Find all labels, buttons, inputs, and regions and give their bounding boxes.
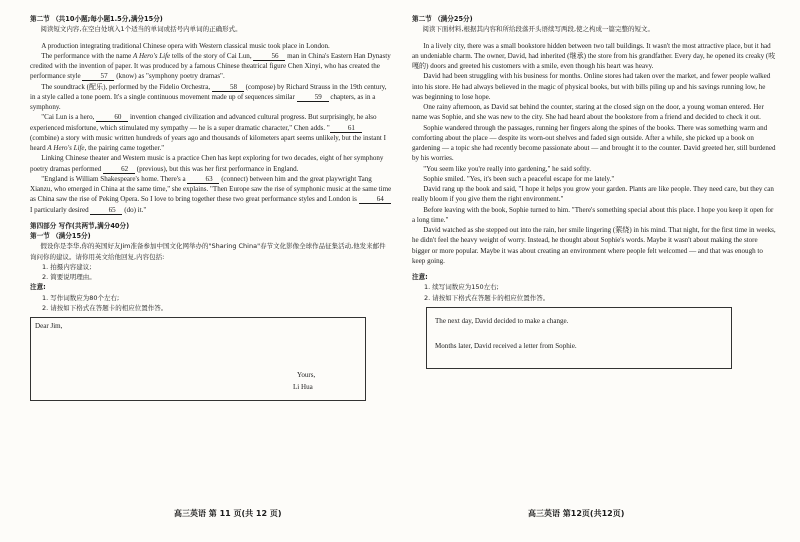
story-paragraph: Sophie smiled. "Yes, it's been such a peaceful escape for me lately."	[423, 174, 615, 183]
story-paragraph: David rang up the book and said, "I hope it helps you grow your garden. Plants are like people. They need care, but they can really bloom if you give them the right environment."	[412, 185, 774, 204]
continuation-opening-2: Months later, David received a letter from Sophie.	[435, 341, 577, 350]
passage-paragraph: Linking Chinese theater and Western music is a practice Chen has kept exploring for two decades, eight of her symphony poetry dramas performed 62 (previous), but this was her first performance in England.	[30, 154, 384, 173]
blank-61: 61	[330, 124, 362, 133]
part4-section1-title: 第一节 （满分15分)	[30, 232, 91, 240]
story-paragraph: Before leaving with the book, Sophie turned to him. "There's something special about this place. I hope you keep it open for a long time."	[412, 205, 774, 224]
section2-title: 第二节 （满分25分)	[412, 15, 473, 23]
page-footer-12: 高三英语 第12页(共12页)	[528, 509, 625, 518]
blank-59: 59	[297, 93, 329, 102]
note-item: 1. 写作词数应为80个左右;	[42, 293, 120, 302]
passage-paragraph: "England is William Shakespeare's home. There's a 63 (connect) between him and the great playwright Tang Xianzu, who emerged in China at the same time," she explains. "Then Europe saw the rise of symphonic music at the same time as China saw the rise of Peking Opera. So I love to bring together these two great performance styles and London is 64 I particularly desired 65 (do) it."	[30, 174, 392, 214]
note-item: 2. 请按如下格式在答题卡的相应位置作答。	[42, 303, 168, 312]
section2-instructions: 阅读短文内容,在空白处填入1个适当的单词或括号内单词的正确形式。	[40, 25, 242, 34]
part4-title: 第四部分 写作(共两节,满分40分)	[30, 221, 130, 230]
writing-task: 假设你是李华,你的英国好友Jim准备参加中国文化网举办的"Sharing China"春节文化影像全球作品征集活动,他发来邮件询问你的建议。请你用英文给他回复,内容包括:	[30, 242, 386, 261]
section2-instructions: 阅读下面材料,根据其内容和所给段落开头语续写两段,使之构成一篇完整的短文。	[422, 25, 655, 34]
continuation-answer-box	[426, 307, 732, 369]
page-footer-11: 高三英语 第 11 页(共 12 页)	[174, 509, 282, 518]
right-page	[412, 14, 776, 369]
task-item: 2. 简要说明理由。	[42, 273, 96, 281]
note-item: 2. 请按如下格式在答题卡的相应位置作答。	[424, 293, 550, 302]
passage-paragraph: A production integrating traditional Chinese opera with Western classical music took place in London.	[41, 41, 330, 50]
letter-closing: Yours,	[297, 371, 316, 379]
passage-paragraph: "Cai Lun is a hero, 60 invention changed civilization and advanced cultural progress. But surprisingly, he also experienced misfortune, which stimulated my sympathy — he is a super dramatic character," Chen adds. " 61 (combine) a story with music written hundreds of years ago and thousands of kilometers apart seems unlikely, but the instant I heard A Hero's Life, the pairing came together."	[30, 113, 386, 152]
blank-57: 57	[82, 72, 114, 81]
blank-64: 64	[359, 195, 391, 204]
blank-65: 65	[90, 206, 122, 215]
note-label: 注意:	[30, 283, 46, 292]
letter-greeting: Dear Jim,	[35, 322, 63, 330]
passage-paragraph: The performance with the name A Hero's Life tells of the story of Cai Lun, 56 man in China's Eastern Han Dynasty credited with the invention of paper. It was produced by a famous Chinese theatrical figure Chen Xinyi, who has created the performance style 57 (know) as "symphony poetry dramas".	[30, 51, 391, 81]
left-page	[30, 14, 392, 401]
blank-60: 60	[96, 113, 128, 122]
task-item: 1. 拍摄内容建议;	[42, 262, 92, 271]
blank-56: 56	[253, 52, 285, 61]
story-paragraph: "You seem like you're really into gardening," he said softly.	[423, 164, 591, 173]
section2-title: 第二节 （共10小题;每小题1.5分,满分15分)	[30, 15, 163, 23]
letter-signature: Li Hua	[293, 383, 313, 391]
letter-answer-box	[30, 317, 366, 401]
story-paragraph: David had been struggling with his business for months. Online stores had taken over the market, and fewer people walked into his store. He had always believed in the magic of physical books, but with bills piling up and his savings running low, he was beginning to lose hope.	[412, 72, 771, 101]
story-paragraph: David watched as she stepped out into the rain, her smile lingering (萦绕) in his mind. That night, for the first time in weeks, he didn't feel the heavy weight of worry. Instead, he thought about Sophie's words. Maybe it wasn't about making the store bigger or more popular. Maybe it was about creating an environment where people felt welcomed — and that was enough to keep going.	[412, 226, 776, 265]
story-paragraph: One rainy afternoon, as David sat behind the counter, staring at the closed sign on the door, a young woman entered. Her name was Sophie, and she was new to the city. She had heard about the bookstore from a friend and decided to check it out.	[412, 103, 764, 122]
note-label: 注意:	[412, 273, 428, 281]
story-paragraph: Sophie wandered through the passages, running her fingers along the spines of the books. There was something warm and comforting about the place — despite its worn-out shelves and faded sign outside. After a while, she picked up a book on gardening — a topic she had recently become passionate about — and brought it to the counter. David greeted her, still burdened by his worries.	[412, 123, 776, 163]
passage-paragraph: The soundtrack (配乐), performed by the Fidelio Orchestra, 58 (compose) by Richard Strauss in the 19th century, in a style called a tone poem. It's a single continuous movement made up of sequences similar 59 chapters, as in a symphony.	[30, 82, 387, 111]
blank-62: 62	[103, 165, 135, 174]
continuation-opening-1: The next day, David decided to make a change.	[435, 316, 569, 325]
story-paragraph: In a lively city, there was a small bookstore hidden between two tall buildings. It wasn't the most attractive place, but it had an undeniable charm. The owner, David, had inherited (继承) the store from his grandfather. Every day, he opened its creaky (吱嘎的) doors and greeted his customers with a smile, even though his heart was heavy.	[412, 41, 776, 70]
blank-63: 63	[187, 175, 219, 184]
blank-58: 58	[212, 83, 244, 92]
note-item: 1. 续写词数应为150左右;	[424, 283, 499, 292]
